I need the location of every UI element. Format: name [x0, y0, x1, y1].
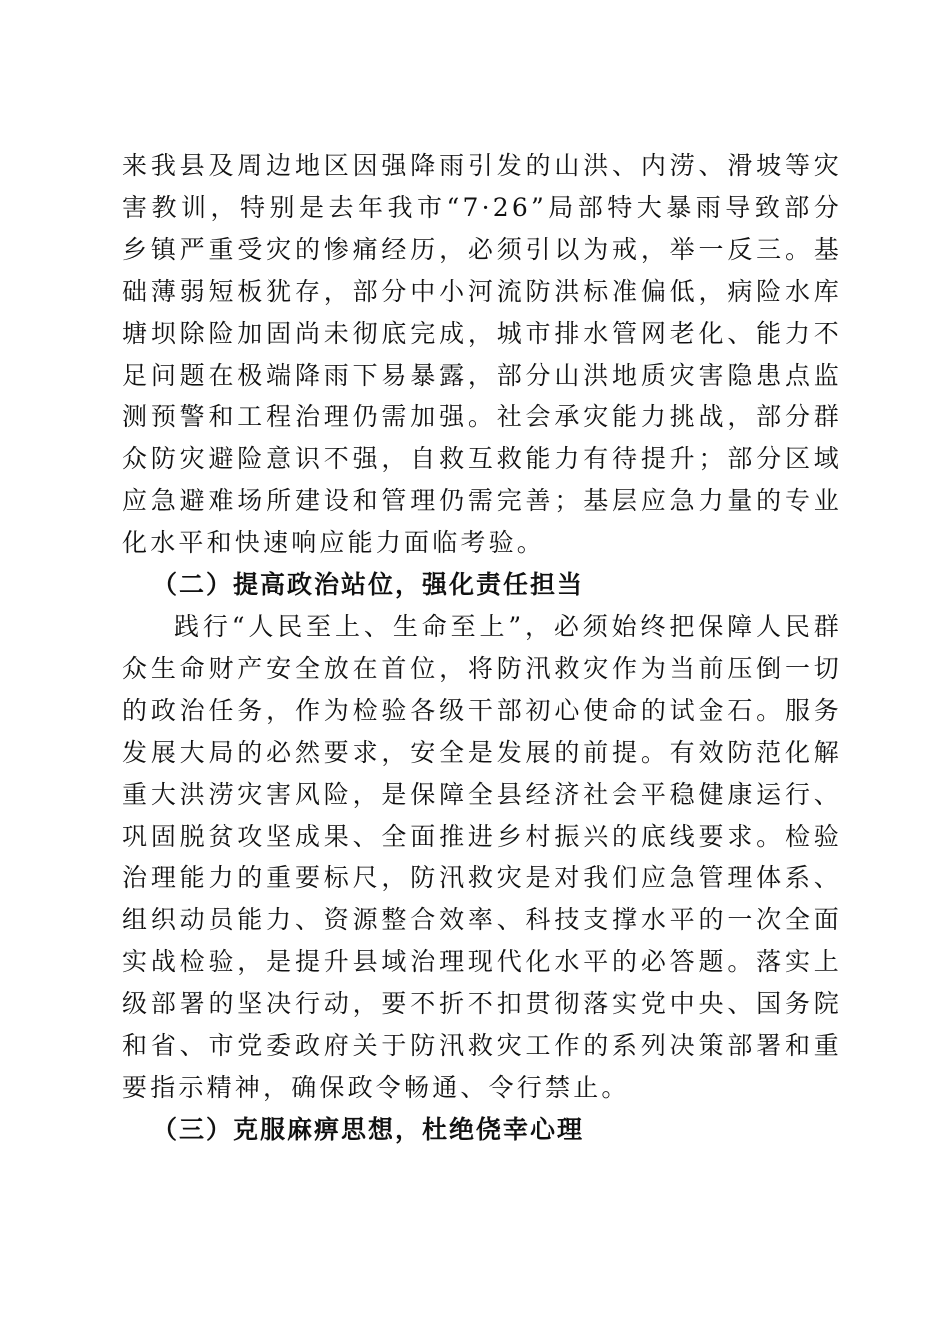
section-heading: （二）提高政治站位，强化责任担当: [152, 570, 585, 600]
body-paragraph: 来我县及周边地区因强降雨引发的山洪、内涝、滑坡等灾害教训，特别是去年我市“7·26”局部特大暴雨导致部分乡镇严重受灾的惨痛经历，必须引以为戒，举一反三。基础薄弱短板犹存，部分中小河流防洪标准偏低，病险水库塘坝除险加固尚未彻底完成，城市排水管网老化、能力不足问题在极端降雨下易暴露，部分山洪地质灾害隐患点监测预警和工程治理仍需加强。社会承灾能力挑战，部分群众防灾避险意识不强，自救互救能力有待提升；部分区域应急避难场所建设和管理仍需完善；基层应急力量的专业化水平和快速响应能力面临考验。: [122, 151, 842, 558]
section-heading: （三）克服麻痹思想，杜绝侥幸心理: [152, 1114, 585, 1144]
document-body: [122, 145, 842, 1151]
body-paragraph: 践行“人民至上、生命至上”，必须始终把保障人民群众生命财产安全放在首位，将防汛救灾作为当前压倒一切的政治任务，作为检验各级干部初心使命的试金石。服务发展大局的必然要求，安全是发展的前提。有效防范化解重大洪涝灾害风险，是保障全县经济社会平稳健康运行、巩固脱贫攻坚成果、全面推进乡村振兴的底线要求。检验治理能力的重要标尺，防汛救灾是对我们应急管理体系、组织动员能力、资源整合效率、科技支撑水平的一次全面实战检验，是提升县域治理现代化水平的必答题。落实上级部署的坚决行动，要不折不扣贯彻落实党中央、国务院和省、市党委政府关于防汛救灾工作的系列决策部署和重要指示精神，确保政令畅通、令行禁止。: [122, 611, 842, 1102]
